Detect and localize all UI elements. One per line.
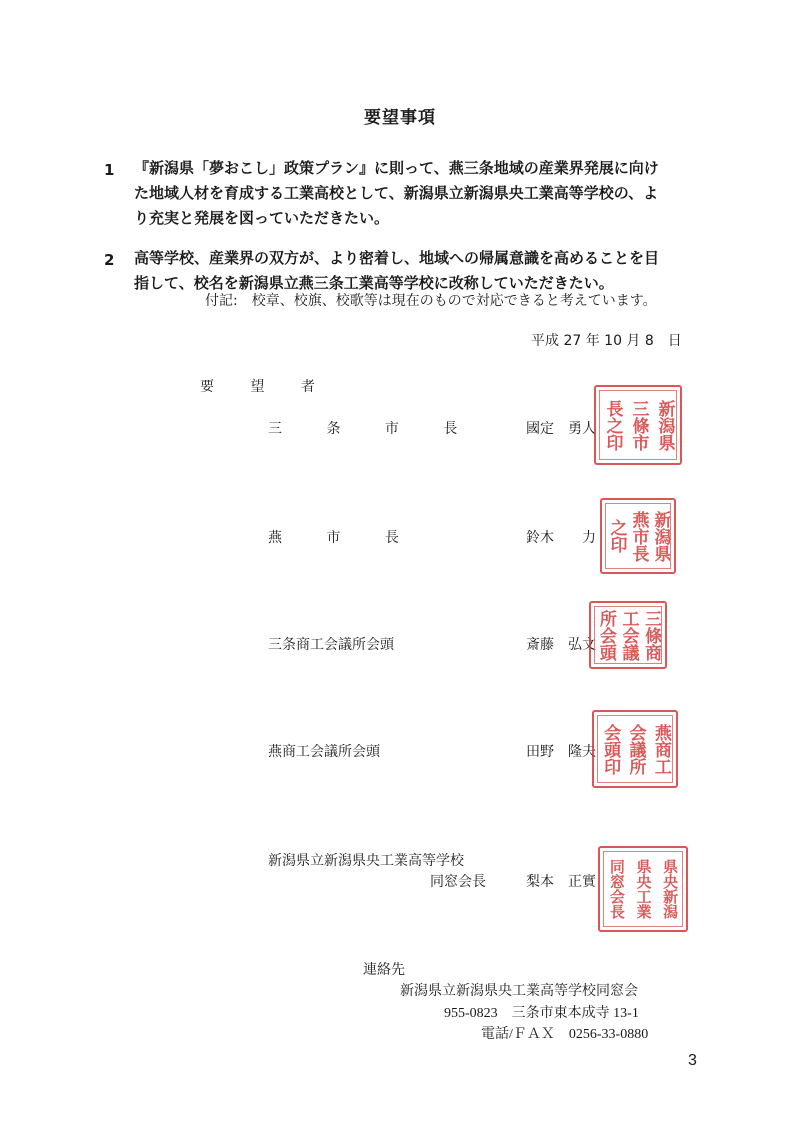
item-line: 『新潟県「夢おこし」政策プラン』に則って、燕三条地域の産業界発展に向け xyxy=(134,159,659,177)
item-line: 高等学校、産業界の双方が、より密着し、地域への帰属意識を高めることを目 xyxy=(134,249,660,267)
requester-title: 燕商工会議所会頭 xyxy=(268,744,380,760)
contact-address: 955-0823 三条市東本成寺 13-1 xyxy=(444,1006,639,1021)
requester-title-secondary: 同窓会長 xyxy=(430,874,486,890)
page-title: 要望事項 xyxy=(364,108,436,128)
item-line: た地域人材を育成する工業高校として、新潟県立新潟県央工業高等学校の、よ xyxy=(134,184,659,202)
requester-name: 梨本 正實 xyxy=(526,874,596,890)
requester-title: 三条商工会議所会頭 xyxy=(268,637,394,653)
official-seal: 之印 燕市長 新潟県 xyxy=(600,498,676,574)
official-seal: 会頭印 会議所 燕商工 xyxy=(592,710,678,788)
official-seal: 同窓会長 県央工業 県央新潟 xyxy=(598,846,688,932)
page-number: 3 xyxy=(688,1052,697,1069)
item-number: 1 xyxy=(104,161,115,179)
date: 平成 27 年 10 月 8 日 xyxy=(531,333,682,349)
requester-title: 新潟県立新潟県央工業高等学校 xyxy=(268,853,464,869)
requester-title: 三 条 市 長 xyxy=(268,421,478,437)
requester-name: 斎藤 弘文 xyxy=(526,637,596,653)
item-line: り充実と発展を図っていただきたい。 xyxy=(134,209,390,227)
item-line: 指して、校名を新潟県立燕三条工業高等学校に改称していただきたい。 xyxy=(134,274,614,292)
official-seal: 所会頭 工会議 三條商 xyxy=(589,601,667,669)
requester-name: 國定 勇人 xyxy=(526,421,596,437)
requester-name: 田野 隆夫 xyxy=(526,744,596,760)
item-number: 2 xyxy=(104,251,115,269)
note: 付記: 校章、校旗、校歌等は現在のもので対応できると考えています。 xyxy=(205,293,657,309)
requester-title: 燕 市 長 xyxy=(268,530,419,546)
requester-name: 鈴木 力 xyxy=(526,530,596,546)
contact-organization: 新潟県立新潟県央工業高等学校同窓会 xyxy=(400,983,638,999)
requesters-label: 要 望 者 xyxy=(200,379,331,395)
contact-label: 連絡先 xyxy=(363,962,405,978)
official-seal: 長之印 三條市 新潟県 xyxy=(594,385,682,465)
contact-phone: 電話/ＦＡＸ 0256-33-0880 xyxy=(481,1027,649,1042)
